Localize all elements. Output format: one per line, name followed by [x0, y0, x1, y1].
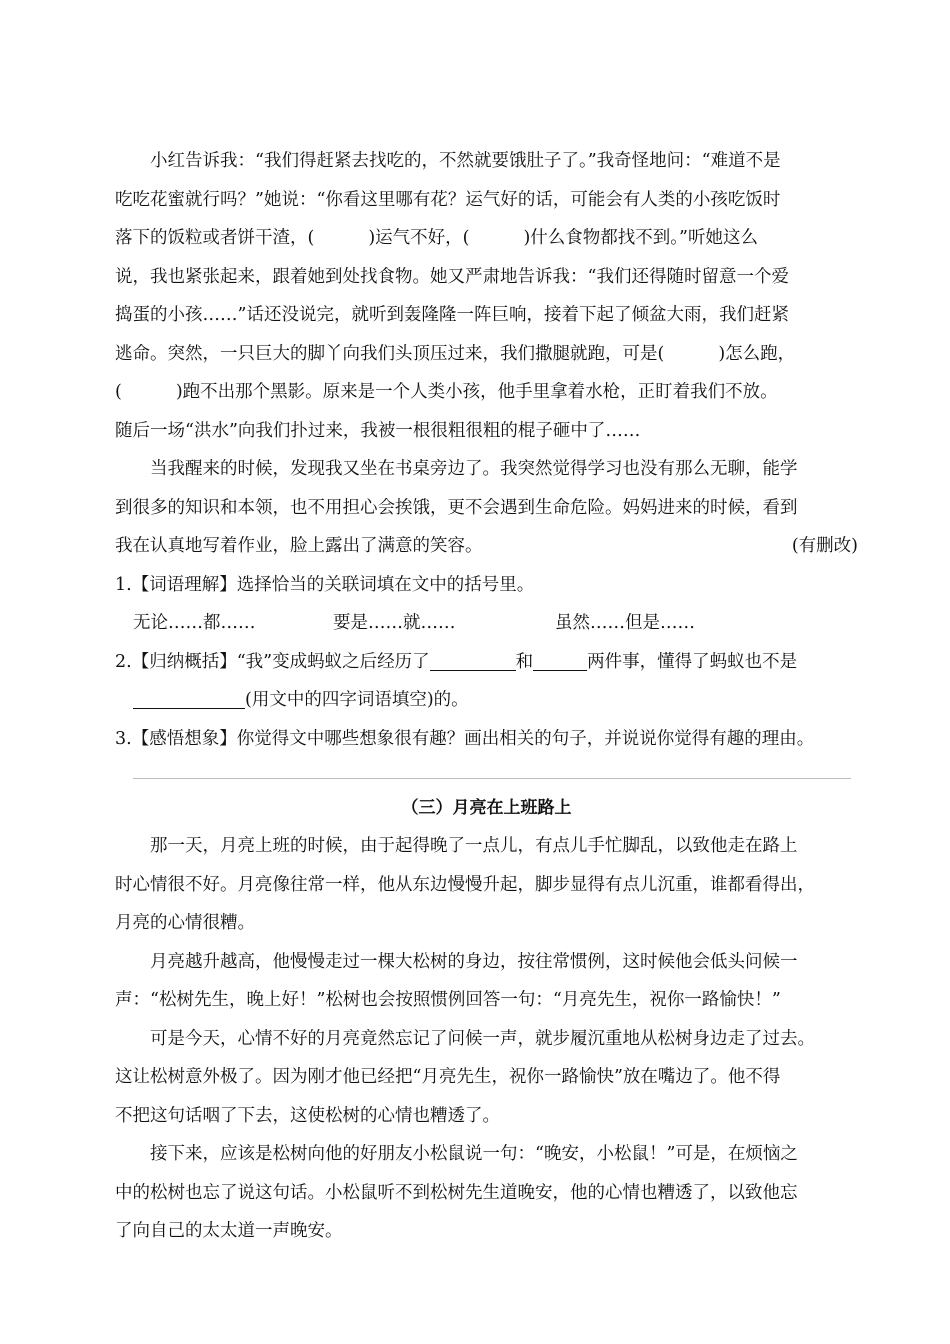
text-line: 我在认真地写着作业，脸上露出了满意的笑容。 (有删改)	[115, 527, 858, 566]
answer-blank[interactable]	[430, 648, 516, 671]
text-line: 接下来，应该是松树向他的好朋友小松鼠说一句：“晚安，小松鼠！”可是，在烦恼之	[150, 1144, 798, 1164]
story3-paragraph-2	[115, 943, 858, 1020]
text-line: 月亮越升越高，他慢慢走过一棵大松树的身边，按往常惯例，这时候他会低头问候一	[150, 951, 798, 972]
text-line: 捣蛋的小孩……”话还没说完，就听到轰隆隆一阵巨响，接着下起了倾盆大雨，我们赶紧	[115, 305, 789, 325]
option-yaoshi: 要是……就……	[333, 613, 456, 633]
option-wulun: 无论……都……	[133, 613, 256, 633]
text-line: 不把这句话咽了下去，这使松树的心情也糟透了。	[115, 1105, 500, 1126]
story3-paragraph-1	[115, 827, 858, 943]
text-line: 可是今天，心情不好的月亮竟然忘记了问候一声，就步履沉重地从松树身边走了过去。	[150, 1028, 815, 1049]
text-line: ( )跑不出那个黑影。原来是一个人类小孩，他手里拿着水枪，正盯着我们不放。	[115, 382, 778, 402]
text-line: 到很多的知识和本领，也不用担心会挨饿，更不会遇到生命危险。妈妈进来的时候，看到	[115, 497, 798, 518]
question-2-cont: (用文中的四字词语填空)的。	[115, 681, 858, 720]
text-line: 吃吃花蜜就行吗？”她说：“你看这里哪有花？运气好的话，可能会有人类的小孩吃饭时	[115, 189, 781, 210]
text-line: 中的松树也忘了说这句话。小松鼠听不到松树先生道晚安，他的心情也糟透了，以致他忘	[115, 1182, 798, 1203]
text-line: 当我醒来的时候，发现我又坐在书桌旁边了。我突然觉得学习也没有那么无聊，能学	[150, 459, 798, 479]
story2-paragraph-2	[115, 450, 858, 566]
text-line: 声：“松树先生，晚上好！”松树也会按照惯例回答一句：“月亮先生，祝你一路愉快！”	[115, 990, 781, 1010]
answer-blank[interactable]	[533, 648, 587, 671]
question-2: 2.【归纳概括】“我”变成蚂蚁之后经历了 和 两件事，懂得了蚂蚁也不是	[115, 643, 858, 682]
text-line: 这让松树意外极了。因为刚才他已经把“月亮先生，祝你一路愉快”放在嘴边了。他不得	[115, 1067, 781, 1087]
story3-paragraph-4	[115, 1135, 858, 1251]
text-line: 小红告诉我：“我们得赶紧去找吃的，不然就要饿肚子了。”我奇怪地问：“难道不是	[150, 151, 781, 171]
text-line: 说，我也紧张起来，跟着她到处找食物。她又严肃地告诉我：“我们还得随时留意一个爱	[115, 266, 789, 287]
text-line: 月亮的心情很糟。	[115, 913, 255, 933]
text-line: 随后一场“洪水”向我们扑过来，我被一根很粗很粗的棍子砸中了……	[115, 420, 641, 441]
answer-line[interactable]	[133, 778, 851, 779]
section-title: （三）月亮在上班路上	[401, 798, 572, 818]
text-line: 时心情很不好。月亮像往常一样，他从东边慢慢升起，脚步显得有点儿沉重，谁都看得出，	[115, 874, 815, 895]
question-1: 1.【词语理解】选择恰当的关联词填在文中的括号里。	[115, 574, 535, 595]
text-line: 那一天，月亮上班的时候，由于起得晚了一点儿，有点儿手忙脚乱，以致他走在路上	[150, 836, 798, 856]
text-line: 逃命。突然，一只巨大的脚丫向我们头顶压过来，我们撒腿就跑，可是( )怎么跑，	[115, 343, 796, 364]
q1-options	[115, 604, 858, 643]
text-line: 了向自己的太太道一声晚安。	[115, 1221, 343, 1241]
story2-paragraph-1	[115, 142, 858, 450]
answer-blank[interactable]	[133, 686, 245, 709]
option-suiran: 虽然……但是……	[555, 613, 695, 633]
text-line: 落下的饭粒或者饼干渣，( )运气不好，( )什么食物都找不到。”听她这么	[115, 228, 759, 248]
question-3: 3.【感悟想象】你觉得文中哪些想象很有趣？画出相关的句子，并说说你觉得有趣的理由。	[115, 728, 815, 749]
edit-note: (有删改)	[791, 536, 858, 556]
story3-paragraph-3	[115, 1020, 858, 1136]
